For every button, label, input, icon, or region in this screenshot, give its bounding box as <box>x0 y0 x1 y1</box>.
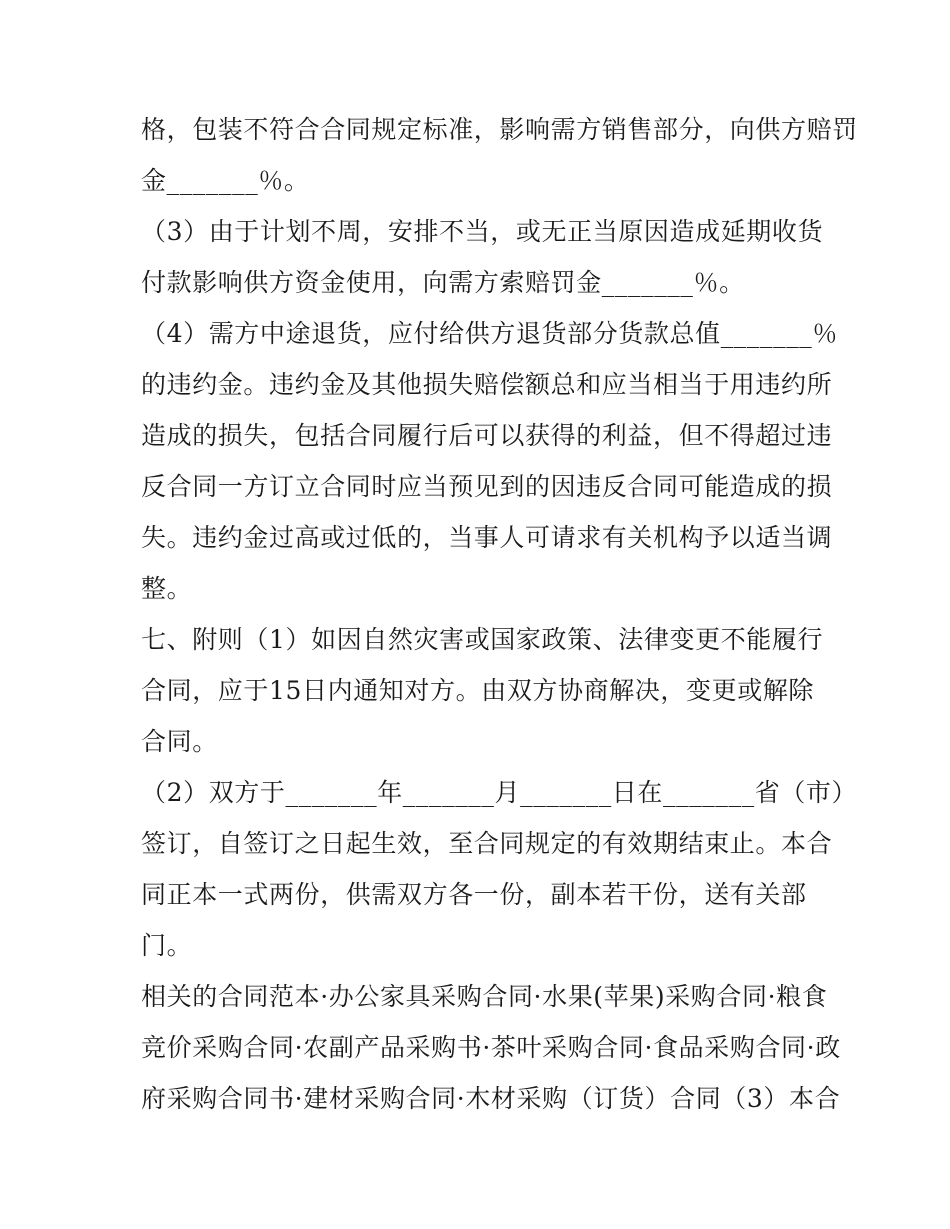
text-line: 整。 <box>141 574 193 603</box>
text-line: 门。 <box>141 931 193 960</box>
text-line: （3）由于计划不周，安排不当，或无正当原因造成延期收货 <box>141 217 824 246</box>
text-line: 失。违约金过高或过低的，当事人可请求有关机构予以适当调 <box>141 523 833 552</box>
text-line: 竞价采购合同·农副产品采购书·茶叶采购合同·食品采购合同·政 <box>141 1033 841 1062</box>
text-line: 合同。 <box>141 727 218 756</box>
text-line: 金_______％。 <box>141 166 310 195</box>
text-line: 反合同一方订立合同时应当预见到的因违反合同可能造成的损 <box>141 472 833 501</box>
text-line: 相关的合同范本·办公家具采购合同·水果(苹果)采购合同·粮食 <box>141 982 828 1011</box>
text-line: 格，包装不符合合同规定标准，影响需方销售部分，向供方赔罚 <box>141 115 858 144</box>
text-line: 七、附则（1）如因自然灾害或国家政策、法律变更不能履行 <box>141 625 824 654</box>
text-line: 签订，自签订之日起生效，至合同规定的有效期结束止。本合 <box>141 829 833 858</box>
text-line: 的违约金。违约金及其他损失赔偿额总和应当相当于用违约所 <box>141 370 833 399</box>
text-line: （2）双方于_______年_______月_______日在_______省（市） <box>141 778 858 807</box>
text-line: 合同，应于15日内通知对方。由双方协商解决，变更或解除 <box>141 676 815 705</box>
text-line: 付款影响供方资金使用，向需方索赔罚金_______％。 <box>141 268 745 297</box>
text-line: 造成的损失，包括合同履行后可以获得的利益，但不得超过违 <box>141 421 833 450</box>
text-line: 同正本一式两份，供需双方各一份，副本若干份，送有关部 <box>141 880 807 909</box>
text-line: （4）需方中途退货，应付给供方退货部分货款总值_______％ <box>141 319 839 348</box>
text-line: 府采购合同书·建材采购合同·木材采购（订货）合同（3）本合 <box>141 1084 841 1113</box>
